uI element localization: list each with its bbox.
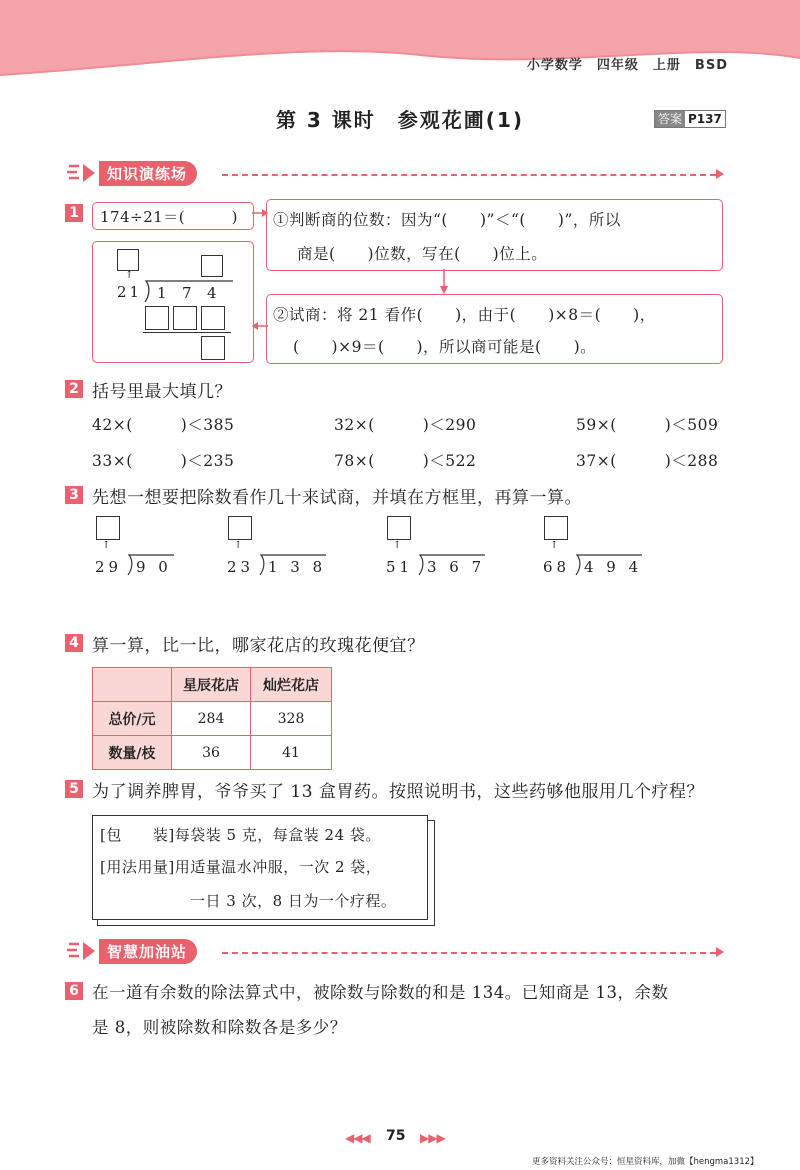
q6-line2: 是 8，则被除数和除数各是多少？	[92, 1018, 347, 1037]
q1-expression-box	[92, 202, 254, 230]
q1-step2-line1: ②试商：将 21 看作( )，由于( )×8＝( )，	[273, 306, 656, 324]
section-banner-wisdom	[65, 938, 197, 964]
estimate-box[interactable]	[228, 516, 252, 540]
table-row	[93, 736, 332, 770]
q3-problem	[383, 516, 503, 576]
table-row-header: 总价/元	[93, 702, 172, 736]
arrow-down-icon	[437, 269, 451, 295]
dividend: 3 6 7	[427, 558, 486, 576]
q3-problem	[224, 516, 344, 576]
table-cell: 41	[251, 736, 332, 770]
product-box[interactable]	[173, 306, 197, 330]
divisor: 68	[543, 558, 571, 576]
divisor: 51	[386, 558, 414, 576]
arrow-up-icon: ↑	[125, 270, 134, 281]
table-header-row	[93, 668, 332, 702]
q2-item: 37×( )＜288	[576, 452, 719, 470]
table-cell: 284	[172, 702, 251, 736]
remainder-box[interactable]	[201, 336, 225, 360]
product-box[interactable]	[201, 306, 225, 330]
running-figure-icon	[65, 940, 99, 962]
arrow-up-icon: ↑	[102, 540, 111, 551]
arrow-up-icon: ↑	[393, 540, 402, 551]
arrow-right-icon	[716, 947, 724, 957]
dividend-digit: 7	[182, 284, 192, 302]
q1-expression: 174÷21＝( )	[100, 208, 238, 226]
q4-prompt: 算一算，比一比，哪家花店的玫瑰花便宜？	[92, 636, 425, 656]
estimate-box[interactable]	[96, 516, 120, 540]
question-number: 6	[65, 982, 83, 1000]
dividend-digit: 4	[207, 284, 217, 302]
table-column-header: 灿烂花店	[251, 668, 332, 702]
dividend-digit: 1	[157, 284, 167, 302]
q3-problem	[540, 516, 660, 576]
running-figure-icon	[65, 162, 99, 184]
dividend: 4 9 4	[584, 558, 643, 576]
answer-label: 答案	[655, 111, 685, 127]
estimate-box[interactable]	[387, 516, 411, 540]
next-arrows-icon: ▶▶▶	[420, 1131, 445, 1145]
table-row	[93, 702, 332, 736]
prev-arrows-icon: ◀◀◀	[345, 1131, 370, 1145]
arrow-up-icon: ↑	[550, 540, 559, 551]
table-column-header: 星辰花店	[172, 668, 251, 702]
q5-prompt: 为了调养脾胃，爷爷买了 13 盒胃药。按照说明书，这些药够他服用几个疗程？	[92, 782, 704, 802]
q3-prompt: 先想一想要把除数看作几十来试商，并填在方框里，再算一算。	[92, 488, 582, 508]
instruction-line: 一日 3 次，8 日为一个疗程。	[190, 892, 397, 910]
arrow-right-icon	[250, 205, 270, 221]
section-divider	[222, 174, 716, 176]
divisor: 29	[95, 558, 123, 576]
section-divider	[222, 952, 716, 954]
q1-step1-line2: 商是( )位数，写在( )位上。	[297, 245, 548, 263]
answer-page: P137	[688, 112, 722, 126]
dividend: 1 3 8	[268, 558, 327, 576]
question-number: 2	[65, 380, 83, 398]
q3-problem	[92, 516, 212, 576]
section-banner-practice	[65, 160, 197, 186]
header-meta: 小学数学 四年级 上册 BSD	[526, 58, 728, 73]
price-table	[92, 667, 332, 770]
footer-note: 更多资料关注公众号：恒星资料库，加微【hengma1312】	[532, 1157, 759, 1167]
section-title: 智慧加油站	[99, 939, 197, 964]
instruction-card	[92, 815, 428, 920]
q1-step1-box	[266, 199, 723, 271]
q2-prompt: 括号里最大填几？	[92, 382, 232, 402]
product-box[interactable]	[145, 306, 169, 330]
question-number: 1	[65, 204, 83, 222]
instruction-line: [用法用量]用适量温水冲服，一次 2 袋，	[100, 858, 382, 876]
question-number: 5	[65, 780, 83, 798]
q1-step2-box	[266, 294, 723, 364]
question-number: 3	[65, 486, 83, 504]
table-cell: 328	[251, 702, 332, 736]
q2-item: 42×( )＜385	[92, 416, 235, 434]
q2-item: 59×( )＜509	[576, 416, 719, 434]
instruction-line: [包 装]每袋装 5 克，每盒装 24 袋。	[100, 826, 381, 844]
dividend: 9 0	[136, 558, 172, 576]
q6-line1: 在一道有余数的除法算式中，被除数与除数的和是 134。已知商是 13，余数	[92, 983, 669, 1002]
question-number: 4	[65, 634, 83, 652]
table-row-header: 数量/枝	[93, 736, 172, 770]
arrow-left-icon	[250, 318, 270, 334]
header-band	[0, 0, 800, 90]
page-title: 第 3 课时 参观花圃(1)	[275, 108, 525, 132]
section-title: 知识演练场	[99, 161, 197, 186]
q1-step1-line1: ①判断商的位数：因为“( )”＜“( )”，所以	[273, 211, 621, 229]
quotient-box-ones[interactable]	[201, 255, 223, 277]
q2-item: 78×( )＜522	[334, 452, 477, 470]
divisor: 21	[117, 283, 143, 301]
divisor: 23	[227, 558, 255, 576]
q2-item: 32×( )＜290	[334, 416, 477, 434]
estimate-box[interactable]	[544, 516, 568, 540]
answer-tag	[654, 110, 726, 128]
arrow-up-icon: ↑	[234, 540, 243, 551]
table-corner	[93, 668, 172, 702]
q2-item: 33×( )＜235	[92, 452, 235, 470]
table-cell: 36	[172, 736, 251, 770]
q1-step2-line2: ( )×9＝( )，所以商可能是( )。	[293, 338, 597, 356]
page-number: 75	[386, 1128, 406, 1144]
arrow-right-icon	[716, 169, 724, 179]
quotient-box-tens[interactable]	[117, 249, 139, 271]
q1-long-division-box	[92, 241, 254, 363]
subtraction-line	[143, 332, 231, 333]
